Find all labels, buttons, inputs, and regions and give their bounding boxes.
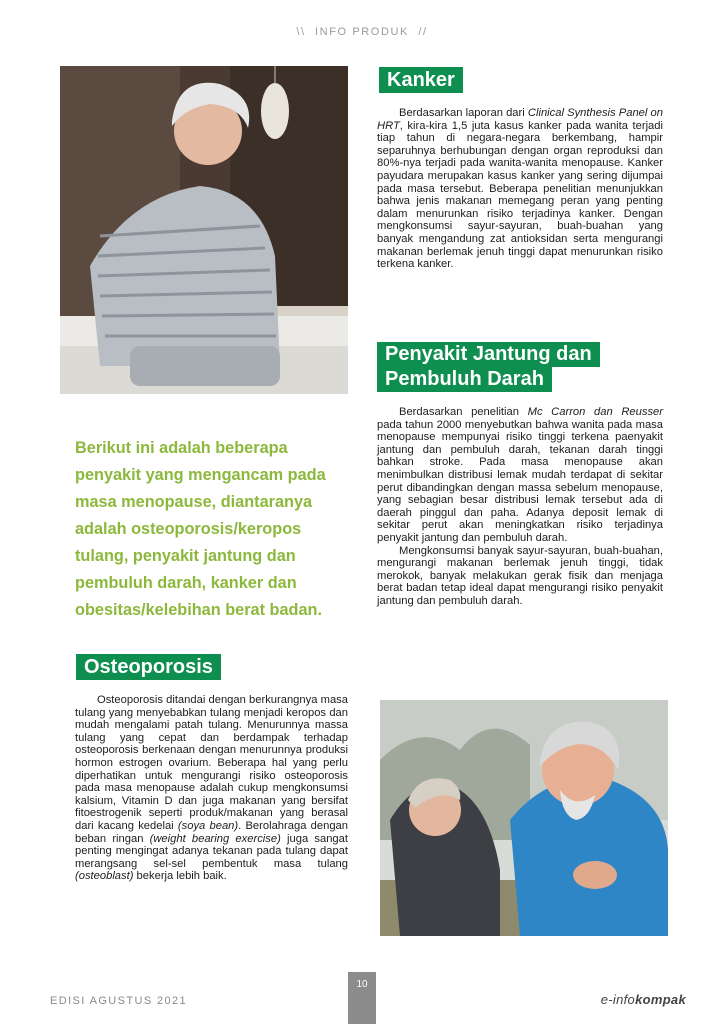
heading-jantung-text-2: Pembuluh Darah <box>385 368 544 390</box>
osteo-text-d: bekerja lebih baik. <box>133 870 227 883</box>
osteo-osteoblast: (osteoblast) <box>75 870 134 883</box>
osteo-weight: (weight bearing exercise) <box>149 832 281 845</box>
heading-jantung-line2 <box>377 367 552 392</box>
jantung-source: Mc Carron dan Reusser <box>527 406 663 418</box>
header-slash-left: \\ <box>296 26 306 38</box>
jantung-paragraph-1 <box>377 406 663 545</box>
page-number: 10 <box>356 979 368 990</box>
kanker-text-a: Berdasarkan laporan dari <box>399 107 528 119</box>
kanker-source: Clinical Synthesis Panel on HRT <box>377 107 663 132</box>
kanker-body <box>377 107 663 271</box>
jantung-paragraph-2: Mengkonsumsi banyak sayur-sayuran, buah-buahan, mengurangi makanan berlemak jenuh tinggi, tidak merokok, banyak melakukan gerak fisik dan menjaga berat badan tetap ideal dapat mengurangi risiko penyakit jantung dan pembuluh darah. <box>377 544 663 607</box>
osteo-text-a: Osteoporosis ditandai dengan berkurangnya masa tulang yang menyebabkan tulang menjadi keropos dan mudah mengalami patah tulang. Menurunnya massa tulang yang cepat dan berdampak terhadap osteoporosis berkenaan dengan menurunnya produksi hormon estrogen ovarium. Beberapa hal yang perlu diperhatikan untuk mengurangi risiko osteoporosis pada masa menopause adalah cukup mengkonsumsi kalsium, Vitamin D dan juga makanan yang bersifat fitoestrogenik seperti produk/makanan yang berasal dari kacang kedelai <box>75 694 348 832</box>
jantung-text-a: Berdasarkan penelitian <box>399 406 528 418</box>
section-header <box>0 26 724 38</box>
page-number-tab <box>348 972 376 1024</box>
brand-prefix: e-info <box>600 992 636 1007</box>
osteo-paragraph <box>75 694 348 883</box>
brand-suffix: kompak <box>635 992 686 1007</box>
jantung-text-b: pada tahun 2000 menyebutkan bahwa wanita pada masa menopause mempunyai risiko tinggi terkena paenyakit jantung dan pembuluh darah, tekanan darah tinggi bahkan stroke. Pada masa menopause akan menimbulkan distribusi lemak mudah terdapat di sekitar perut dibandingkan dengan massa sebelum menopause, yang sebagian besar distribusi lemak tersebut ada di daerah pinggul dan paha. Adanya deposit lemak di sekitar perut akan meningkatkan risiko terjadinya penyakit jantung dan pembuluh darah. <box>377 418 663 544</box>
heading-kanker-text: Kanker <box>387 69 455 91</box>
heading-osteoporosis-text: Osteoporosis <box>84 656 213 678</box>
osteo-soya: (soya bean) <box>177 819 239 832</box>
photo-couple-chest-pain <box>380 700 668 936</box>
footer-brand <box>601 992 686 1007</box>
photo-woman-back-pain <box>60 66 348 394</box>
heading-jantung-line1 <box>377 342 600 367</box>
osteo-text-c: juga sangat penting mengingat adanya tekanan pada tulang dapat merangsang sel-sel pembentuk masa tulang <box>75 832 348 870</box>
heading-osteoporosis <box>76 654 221 680</box>
jantung-body <box>377 406 663 608</box>
osteo-body <box>75 694 348 883</box>
pull-quote: Berikut ini adalah beberapa penyakit yang mengancam pada masa menopause, diantaranya adalah osteoporosis/keropos tulang, penyakit jantung dan pembuluh darah, kanker dan obesitas/kelebihan berat badan. <box>75 439 326 619</box>
heading-kanker <box>379 67 463 93</box>
header-section-label: INFO PRODUK <box>315 26 409 38</box>
footer-edition: EDISI AGUSTUS 2021 <box>50 995 188 1007</box>
kanker-text-b: , kira-kira 1,5 juta kasus kanker pada wanita terjadi tiap tahun di negara-negara berkembang, hampir separuhnya berhubungan dengan organ reproduksi dan 80%-nya terjadi pada wanita-wanita menopause. Kanker payudara merupakan kasus kanker yang sering dijumpai pada masa tersebut. Beberapa penelitian menunjukkan bahwa jenis makanan memegang peran yang penting dalam menurunkan risiko terjadinya kanker. Dengan mengkonsumsi sayur-sayuran, buah-buahan yang banyak mengandung zat antioksidan serta mengurangi makanan berlemak jenuh tinggi dapat menurunkan risiko terkena kanker. <box>377 119 663 271</box>
osteo-text-b: . Berolahraga dengan beban ringan <box>75 819 348 845</box>
header-slash-right: // <box>418 26 428 38</box>
heading-jantung-text-1: Penyakit Jantung dan <box>385 343 592 365</box>
kanker-paragraph <box>377 107 663 271</box>
